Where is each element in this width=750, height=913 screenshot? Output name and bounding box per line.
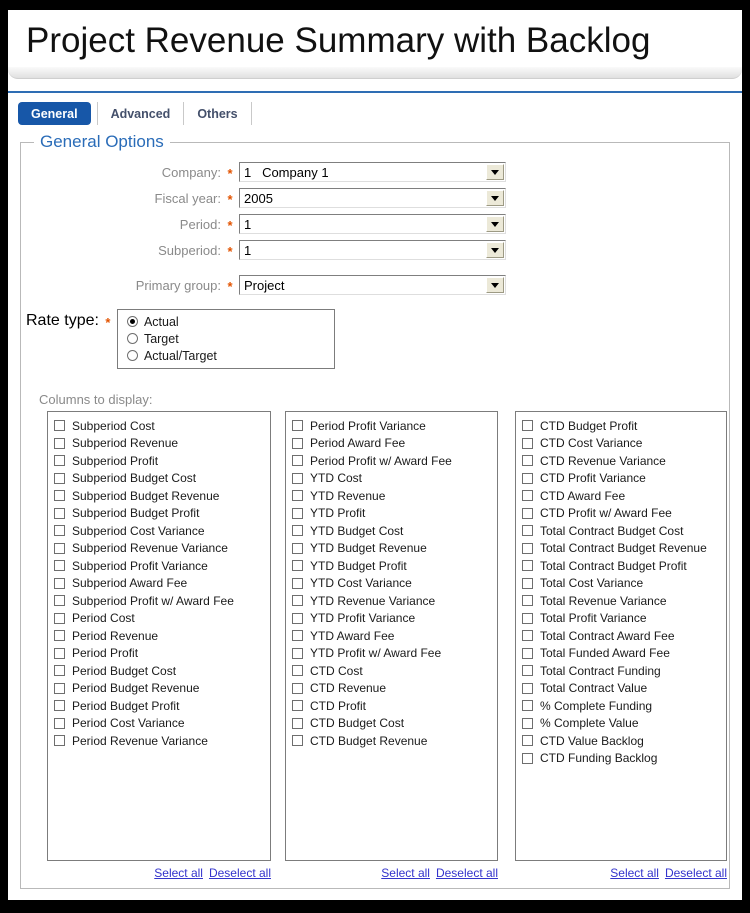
column-option[interactable]	[292, 452, 497, 470]
checkbox-icon[interactable]	[522, 718, 533, 729]
checkbox-icon[interactable]	[292, 700, 303, 711]
column-option[interactable]	[54, 452, 270, 470]
checkbox-icon[interactable]	[54, 420, 65, 431]
fiscal-year-select-value: 2005	[244, 190, 273, 206]
checkbox-icon[interactable]	[292, 490, 303, 501]
checkbox-icon[interactable]	[54, 455, 65, 466]
column-option[interactable]	[522, 540, 726, 558]
column-option-label: YTD Profit Variance	[310, 611, 416, 626]
rate-type-option[interactable]	[127, 330, 334, 347]
subperiod-row	[26, 240, 729, 260]
radio-option-label: Actual/Target	[143, 348, 217, 363]
column-option[interactable]	[54, 417, 270, 435]
column-option[interactable]	[522, 435, 726, 453]
column-option-label: Total Funded Award Fee	[540, 646, 670, 661]
rate-type-group	[117, 309, 335, 369]
company-row	[26, 162, 729, 182]
column-option[interactable]	[522, 715, 726, 733]
column-option[interactable]	[292, 575, 497, 593]
column-option-label: Period Revenue Variance	[72, 733, 208, 748]
subperiod-select[interactable]	[239, 240, 506, 260]
column-option[interactable]	[522, 750, 726, 768]
column-option-label: CTD Profit	[310, 698, 367, 713]
column-option[interactable]	[54, 540, 270, 558]
column-option-label: Total Cost Variance	[540, 576, 644, 591]
column-option[interactable]	[522, 487, 726, 505]
column-option-label: % Complete Value	[540, 716, 639, 731]
radio-button-icon[interactable]	[127, 350, 138, 361]
checkbox-icon[interactable]	[292, 683, 303, 694]
column-option[interactable]	[54, 522, 270, 540]
checkbox-icon[interactable]	[54, 718, 65, 729]
columns-to-display-label: Columns to display:	[39, 392, 153, 407]
checkbox-icon[interactable]	[54, 683, 65, 694]
primary-group-row	[26, 275, 729, 295]
column-option[interactable]	[54, 487, 270, 505]
column-option-label: CTD Revenue Variance	[540, 453, 666, 468]
column-option-label: Subperiod Revenue	[72, 436, 179, 451]
column-option-label: Period Budget Revenue	[72, 681, 200, 696]
column-option-label: Subperiod Award Fee	[72, 576, 188, 591]
column-lists	[47, 411, 729, 861]
required-asterisk: *	[227, 166, 233, 181]
column-option[interactable]	[522, 680, 726, 698]
column-option[interactable]	[522, 417, 726, 435]
fiscal-year-select-button[interactable]	[486, 190, 504, 206]
columns-listbox-3	[515, 411, 727, 861]
radio-option-label: Actual	[143, 314, 179, 329]
checkbox-icon[interactable]	[292, 613, 303, 624]
column-option[interactable]	[54, 662, 270, 680]
page-title: Project Revenue Summary with Backlog	[26, 21, 651, 60]
radio-button-icon[interactable]	[127, 316, 138, 327]
checkbox-icon[interactable]	[54, 735, 65, 746]
column-option[interactable]	[292, 610, 497, 628]
checkbox-icon[interactable]	[292, 578, 303, 589]
checkbox-icon[interactable]	[54, 700, 65, 711]
checkbox-icon[interactable]	[522, 578, 533, 589]
column-option-label: Subperiod Budget Cost	[72, 471, 197, 486]
checkbox-icon[interactable]	[54, 595, 65, 606]
list-action-links	[47, 866, 729, 880]
column-option-label: YTD Profit	[310, 506, 366, 521]
dropdown-arrow-icon	[491, 222, 499, 227]
column-option-label: Subperiod Cost	[72, 418, 155, 433]
column-option[interactable]	[522, 470, 726, 488]
deselect-all-link-3[interactable]: Deselect all	[664, 866, 727, 880]
header-divider	[8, 67, 742, 79]
column-option[interactable]	[54, 470, 270, 488]
column-option-label: Total Contract Value	[540, 681, 648, 696]
checkbox-icon[interactable]	[522, 455, 533, 466]
radio-option-label: Target	[143, 331, 179, 346]
column-option-label: Total Contract Award Fee	[540, 628, 675, 643]
checkbox-icon[interactable]	[292, 438, 303, 449]
column-option[interactable]	[522, 505, 726, 523]
column-option[interactable]	[522, 522, 726, 540]
checkbox-icon[interactable]	[292, 718, 303, 729]
column-option-label: YTD Profit w/ Award Fee	[310, 646, 442, 661]
company-label: Company:	[161, 164, 221, 180]
checkbox-icon[interactable]	[522, 648, 533, 659]
fiscal-year-label: Fiscal year:	[154, 190, 221, 206]
company-select-value: 1 Company 1	[244, 164, 329, 180]
checkbox-icon[interactable]	[522, 543, 533, 554]
checkbox-icon[interactable]	[54, 560, 65, 571]
column-option[interactable]	[292, 715, 497, 733]
column-option[interactable]	[54, 575, 270, 593]
column-option-label: Subperiod Revenue Variance	[72, 541, 228, 556]
column-option-label: Subperiod Profit w/ Award Fee	[72, 593, 234, 608]
column-option[interactable]	[292, 680, 497, 698]
checkbox-icon[interactable]	[292, 560, 303, 571]
checkbox-icon[interactable]	[292, 630, 303, 641]
column-option-label: Period Profit Variance	[310, 418, 426, 433]
checkbox-icon[interactable]	[522, 508, 533, 519]
column-option-label: % Complete Funding	[540, 698, 653, 713]
column-option[interactable]	[292, 417, 497, 435]
column-option-label: Total Contract Budget Revenue	[540, 541, 707, 556]
checkbox-icon[interactable]	[292, 455, 303, 466]
tab-bar	[18, 102, 742, 125]
primary-group-select-button[interactable]	[486, 277, 504, 293]
column-option[interactable]	[54, 610, 270, 628]
column-option-label: Period Award Fee	[310, 436, 406, 451]
checkbox-icon[interactable]	[292, 420, 303, 431]
column-option-label: Subperiod Cost Variance	[72, 523, 205, 538]
checkbox-icon[interactable]	[522, 735, 533, 746]
checkbox-icon[interactable]	[522, 753, 533, 764]
checkbox-icon[interactable]	[522, 560, 533, 571]
company-select[interactable]	[239, 162, 506, 182]
column-option-label: Period Revenue	[72, 628, 159, 643]
required-asterisk: *	[227, 192, 233, 207]
checkbox-icon[interactable]	[292, 543, 303, 554]
column-option-label: CTD Budget Cost	[310, 716, 405, 731]
checkbox-icon[interactable]	[292, 735, 303, 746]
column-option-label: Total Profit Variance	[540, 611, 647, 626]
column-option-label: CTD Revenue	[310, 681, 387, 696]
checkbox-icon[interactable]	[292, 665, 303, 676]
column-option-label: Total Contract Budget Cost	[540, 523, 684, 538]
required-asterisk: *	[227, 218, 233, 233]
column-option[interactable]	[292, 557, 497, 575]
select-all-link-1[interactable]: Select all	[154, 866, 203, 880]
rate-type-option[interactable]	[127, 313, 334, 330]
column-option-label: CTD Budget Revenue	[310, 733, 428, 748]
checkbox-icon[interactable]	[54, 665, 65, 676]
checkbox-icon[interactable]	[522, 683, 533, 694]
dropdown-arrow-icon	[491, 248, 499, 253]
required-asterisk: *	[105, 315, 111, 330]
radio-button-icon[interactable]	[127, 333, 138, 344]
column-option-label: Total Contract Funding	[540, 663, 661, 678]
column-option-label: Total Contract Budget Profit	[540, 558, 687, 573]
fiscal-year-row	[26, 188, 729, 208]
checkbox-icon[interactable]	[522, 665, 533, 676]
checkbox-icon[interactable]	[54, 613, 65, 624]
period-select-button[interactable]	[486, 216, 504, 232]
checkbox-icon[interactable]	[522, 700, 533, 711]
column-option-label: YTD Budget Revenue	[310, 541, 427, 556]
column-option[interactable]	[522, 592, 726, 610]
checkbox-icon[interactable]	[522, 630, 533, 641]
column-option[interactable]	[522, 697, 726, 715]
column-option-label: Period Cost	[72, 611, 135, 626]
dropdown-arrow-icon	[491, 196, 499, 201]
primary-group-select-value: Project	[244, 277, 285, 293]
checkbox-icon[interactable]	[54, 490, 65, 501]
subperiod-select-value: 1	[244, 242, 252, 258]
checkbox-icon[interactable]	[522, 438, 533, 449]
checkbox-icon[interactable]	[292, 595, 303, 606]
section-legend: General Options	[40, 132, 164, 151]
dropdown-arrow-icon	[491, 283, 499, 288]
column-option-label: YTD Cost	[310, 471, 363, 486]
column-option[interactable]	[54, 592, 270, 610]
general-options-section	[20, 132, 730, 889]
fiscal-year-select[interactable]	[239, 188, 506, 208]
column-option[interactable]	[54, 715, 270, 733]
company-select-button[interactable]	[486, 164, 504, 180]
column-option[interactable]	[522, 610, 726, 628]
required-asterisk: *	[227, 279, 233, 294]
column-option-label: YTD Cost Variance	[310, 576, 412, 591]
primary-group-label: Primary group:	[135, 277, 221, 293]
column-option[interactable]	[54, 505, 270, 523]
column-option-label: CTD Award Fee	[540, 488, 626, 503]
column-option-label: YTD Revenue	[310, 488, 386, 503]
rate-type-row	[26, 309, 729, 369]
checkbox-icon[interactable]	[292, 473, 303, 484]
column-option-label: Period Cost Variance	[72, 716, 185, 731]
column-option[interactable]	[292, 732, 497, 750]
column-option[interactable]	[292, 435, 497, 453]
checkbox-icon[interactable]	[54, 648, 65, 659]
column-option[interactable]	[292, 505, 497, 523]
dropdown-arrow-icon	[491, 170, 499, 175]
column-option[interactable]	[292, 627, 497, 645]
column-option-label: CTD Cost Variance	[540, 436, 643, 451]
checkbox-icon[interactable]	[522, 525, 533, 536]
column-option[interactable]	[54, 627, 270, 645]
column-option-label: Total Revenue Variance	[540, 593, 667, 608]
column-option[interactable]	[54, 697, 270, 715]
required-asterisk: *	[227, 244, 233, 259]
column-option[interactable]	[522, 662, 726, 680]
column-option-label: YTD Budget Profit	[310, 558, 407, 573]
column-option-label: Subperiod Budget Revenue	[72, 488, 220, 503]
column-option[interactable]	[522, 452, 726, 470]
column-option-label: Subperiod Budget Profit	[72, 506, 200, 521]
period-select-value: 1	[244, 216, 252, 232]
column-option[interactable]	[522, 557, 726, 575]
column-option-label: Period Profit w/ Award Fee	[310, 453, 452, 468]
column-option-label: CTD Budget Profit	[540, 418, 638, 433]
column-option[interactable]	[292, 645, 497, 663]
column-option[interactable]	[522, 627, 726, 645]
column-option[interactable]	[292, 540, 497, 558]
column-option-label: CTD Cost	[310, 663, 363, 678]
column-option-label: YTD Budget Cost	[310, 523, 404, 538]
checkbox-icon[interactable]	[522, 473, 533, 484]
deselect-all-link-2[interactable]: Deselect all	[435, 866, 498, 880]
period-row	[26, 214, 729, 234]
column-option-label: Period Profit	[72, 646, 139, 661]
tab-general[interactable]: General	[18, 102, 91, 125]
column-option-label: Period Budget Cost	[72, 663, 177, 678]
column-option-label: YTD Award Fee	[310, 628, 395, 643]
column-option[interactable]	[522, 575, 726, 593]
checkbox-icon[interactable]	[522, 490, 533, 501]
checkbox-icon[interactable]	[54, 508, 65, 519]
rate-type-label: Rate type:	[26, 312, 99, 329]
column-option-label: YTD Revenue Variance	[310, 593, 436, 608]
checkbox-icon[interactable]	[292, 508, 303, 519]
checkbox-icon[interactable]	[522, 595, 533, 606]
column-option[interactable]	[54, 557, 270, 575]
period-label: Period:	[179, 216, 221, 232]
checkbox-icon[interactable]	[522, 420, 533, 431]
checkbox-icon[interactable]	[54, 578, 65, 589]
period-select[interactable]	[239, 214, 506, 234]
column-option[interactable]	[54, 680, 270, 698]
column-option[interactable]	[292, 522, 497, 540]
column-option-label: Period Budget Profit	[72, 698, 180, 713]
column-option-label: CTD Funding Backlog	[540, 751, 658, 766]
checkbox-icon[interactable]	[54, 525, 65, 536]
checkbox-icon[interactable]	[54, 473, 65, 484]
columns-listbox-2	[285, 411, 498, 861]
select-all-link-3[interactable]: Select all	[610, 866, 659, 880]
primary-group-select[interactable]	[239, 275, 506, 295]
column-option-label: Subperiod Profit Variance	[72, 558, 208, 573]
listbox-1-links	[47, 866, 271, 880]
column-option-label: CTD Value Backlog	[540, 733, 644, 748]
subperiod-label: Subperiod:	[158, 242, 221, 258]
column-option[interactable]	[522, 645, 726, 663]
tab-others[interactable]: Others	[184, 102, 251, 125]
column-option-label: CTD Profit Variance	[540, 471, 646, 486]
checkbox-icon[interactable]	[292, 525, 303, 536]
columns-listbox-1	[47, 411, 271, 861]
column-option[interactable]	[522, 732, 726, 750]
checkbox-icon[interactable]	[54, 543, 65, 554]
rate-type-option[interactable]	[127, 347, 334, 364]
checkbox-icon[interactable]	[292, 648, 303, 659]
column-option-label: CTD Profit w/ Award Fee	[540, 506, 672, 521]
subperiod-select-button[interactable]	[486, 242, 504, 258]
listbox-2-links	[285, 866, 498, 880]
column-option[interactable]	[54, 732, 270, 750]
checkbox-icon[interactable]	[54, 630, 65, 641]
tab-advanced[interactable]: Advanced	[97, 102, 185, 125]
column-option[interactable]	[292, 470, 497, 488]
listbox-3-links	[515, 866, 727, 880]
blue-rule	[8, 91, 742, 93]
select-all-link-2[interactable]: Select all	[381, 866, 430, 880]
column-option[interactable]	[292, 697, 497, 715]
column-option[interactable]	[292, 662, 497, 680]
checkbox-icon[interactable]	[54, 438, 65, 449]
deselect-all-link-1[interactable]: Deselect all	[208, 866, 271, 880]
column-option[interactable]	[54, 645, 270, 663]
report-options-window	[8, 10, 742, 900]
column-option[interactable]	[292, 592, 497, 610]
column-option[interactable]	[54, 435, 270, 453]
column-option-label: Subperiod Profit	[72, 453, 159, 468]
checkbox-icon[interactable]	[522, 613, 533, 624]
column-option[interactable]	[292, 487, 497, 505]
